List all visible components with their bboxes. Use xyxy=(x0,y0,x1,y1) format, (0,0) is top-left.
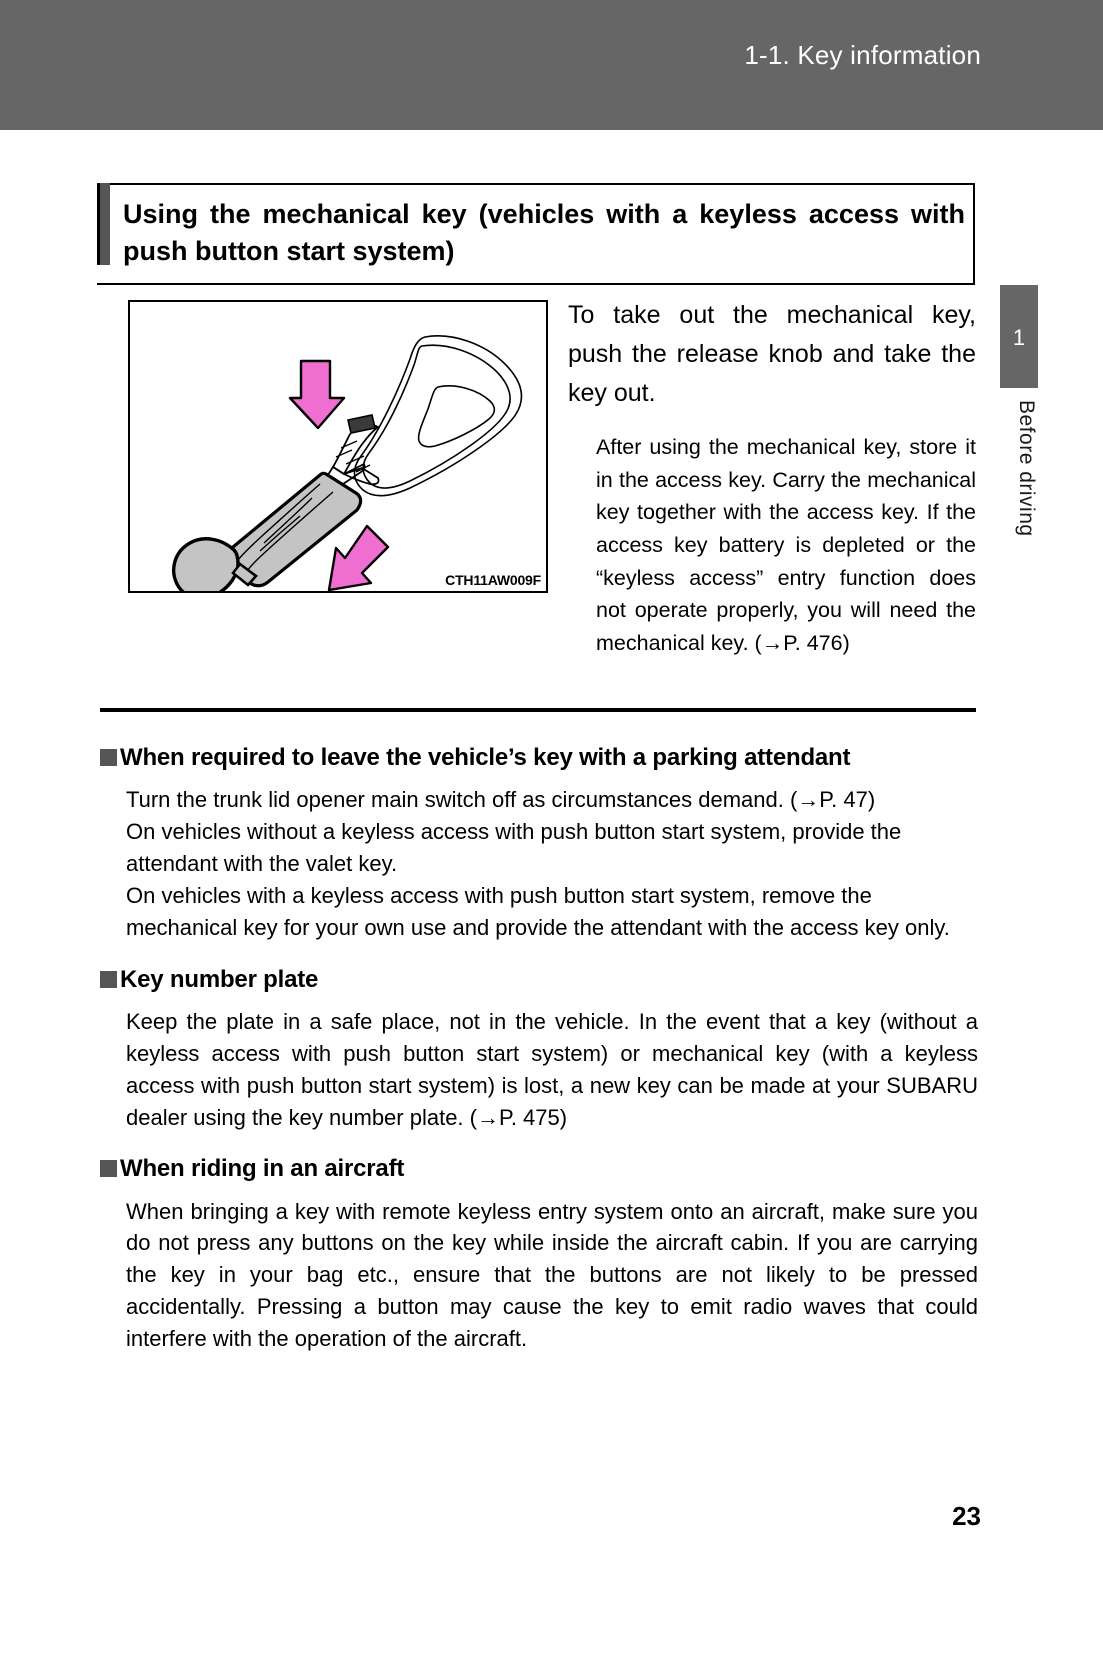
page-header-bar xyxy=(0,0,1103,130)
chapter-tab-number: 1 xyxy=(1012,325,1026,350)
section-heading-key-number-plate xyxy=(100,964,980,995)
section-heading-label: When required to leave the vehicle’s key with a parking attendant xyxy=(120,744,851,771)
square-bullet-icon xyxy=(100,971,117,988)
paragraph: On vehicles without a keyless access with push button start system, provide the attendant with the valet key. xyxy=(126,819,902,876)
page-number: 23 xyxy=(952,1501,981,1531)
square-bullet-icon xyxy=(100,1160,117,1177)
square-bullet-icon xyxy=(100,749,117,766)
header-title: 1-1. Key information xyxy=(744,40,981,70)
intro-lead-paragraph: To take out the mechanical key, push the release knob and take the key out. xyxy=(568,301,976,407)
section-title-box xyxy=(97,183,975,285)
chapter-tab xyxy=(1000,285,1038,388)
paragraph: Turn the trunk lid opener main switch off as circumstances demand. (→P. 47) xyxy=(126,787,876,813)
content-sections xyxy=(100,742,980,1355)
section-heading-parking-attendant xyxy=(100,742,980,773)
paragraph: Keep the plate in a safe place, not in the vehicle. In the event that a key (without a keyless access with push button start system) or mechanical key (with a keyless access with push button start system) is lost, a new key can be made at your SUBARU dealer using the key number plate. (→P. 475) xyxy=(126,1008,978,1130)
section-title: Using the mechanical key (vehicles with a keyless access with push button start system) xyxy=(123,199,965,267)
paragraph: On vehicles with a keyless access with push button start system, remove the mechanical key for your own use and provide the attendant with the access key only. xyxy=(126,882,950,940)
mechanical-key-illustration xyxy=(130,302,546,591)
horizontal-divider xyxy=(100,708,976,712)
figure-mechanical-key xyxy=(128,300,548,593)
intro-detail-paragraph: After using the mechanical key, store it in the access key. Carry the mechanical key together with the access key. If the access key battery is depleted or the “keyless access” entry function does not operate properly, you will need the mechanical key. (→P. 476) xyxy=(596,435,976,656)
intro-text-block xyxy=(568,296,976,660)
section-heading-label: Key number plate xyxy=(120,965,319,993)
section-heading-riding-in-aircraft xyxy=(100,1153,980,1184)
section-title-accent-bar xyxy=(97,183,110,265)
chapter-tab-label: Before driving xyxy=(1015,400,1038,537)
paragraph: When bringing a key with remote keyless entry system onto an aircraft, make sure you do not press any buttons on the key while inside the aircraft cabin. If you are carrying the key in your bag etc., ensure that the buttons are not likely to be pressed accidentally. Pressing a button may cause the key to emit radio waves that could interfere with the operation of the aircraft. xyxy=(126,1198,978,1352)
figure-code-label: CTH11AW009F xyxy=(445,572,541,588)
section-heading-label: When riding in an aircraft xyxy=(120,1155,405,1183)
